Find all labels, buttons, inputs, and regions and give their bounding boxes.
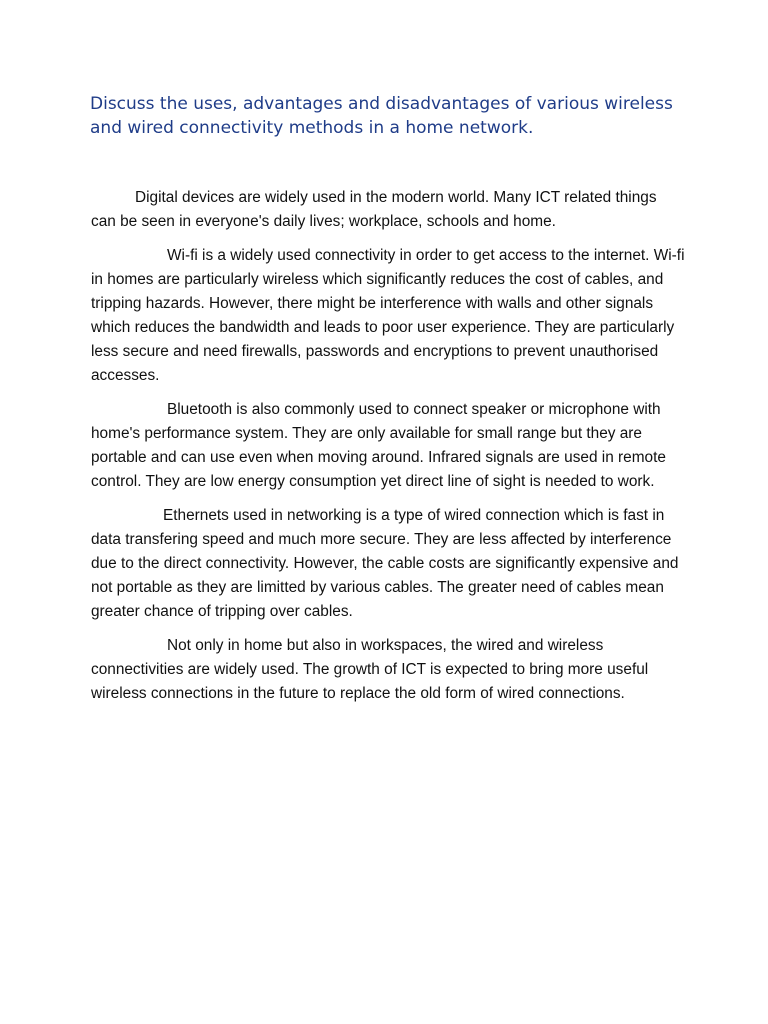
paragraph-wifi: Wi-fi is a widely used connectivity in order to get access to the internet. Wi-fi in homes are particularly wireless which significantly reduces the cost of cables, and tripping hazards. However, there might be interference with walls and other signals which reduces the bandwidth and leads to poor user experience. They are particularly less secure and need firewalls, passwords and encryptions to prevent unauthorised accesses. (91, 247, 685, 384)
document-body (91, 186, 685, 716)
paragraph-ethernet: Ethernets used in networking is a type of wired connection which is fast in data transfering speed and much more secure. They are less affected by interference due to the direct connectivity. However, the cable costs are significantly expensive and not portable as they are limitted by various cables. The greater need of cables mean greater chance of tripping over cables. (91, 507, 679, 620)
paragraph-conclusion: Not only in home but also in workspaces, the wired and wireless connectivities are widely used. The growth of ICT is expected to bring more useful wireless connections in the future to replace the old form of wired connections. (91, 637, 649, 702)
paragraph-intro: Digital devices are widely used in the modern world. Many ICT related things can be seen in everyone's daily lives; workplace, schools and home. (91, 189, 657, 230)
document-title: Discuss the uses, advantages and disadvantages of various wireless and wired connectivity methods in a home network. (90, 94, 673, 138)
paragraph-bluetooth-infrared: Bluetooth is also commonly used to connect speaker or microphone with home's performance system. They are only available for small range but they are portable and can use even when moving around. Infrared signals are used in remote control. They are low energy consumption yet direct line of sight is needed to work. (91, 401, 666, 490)
